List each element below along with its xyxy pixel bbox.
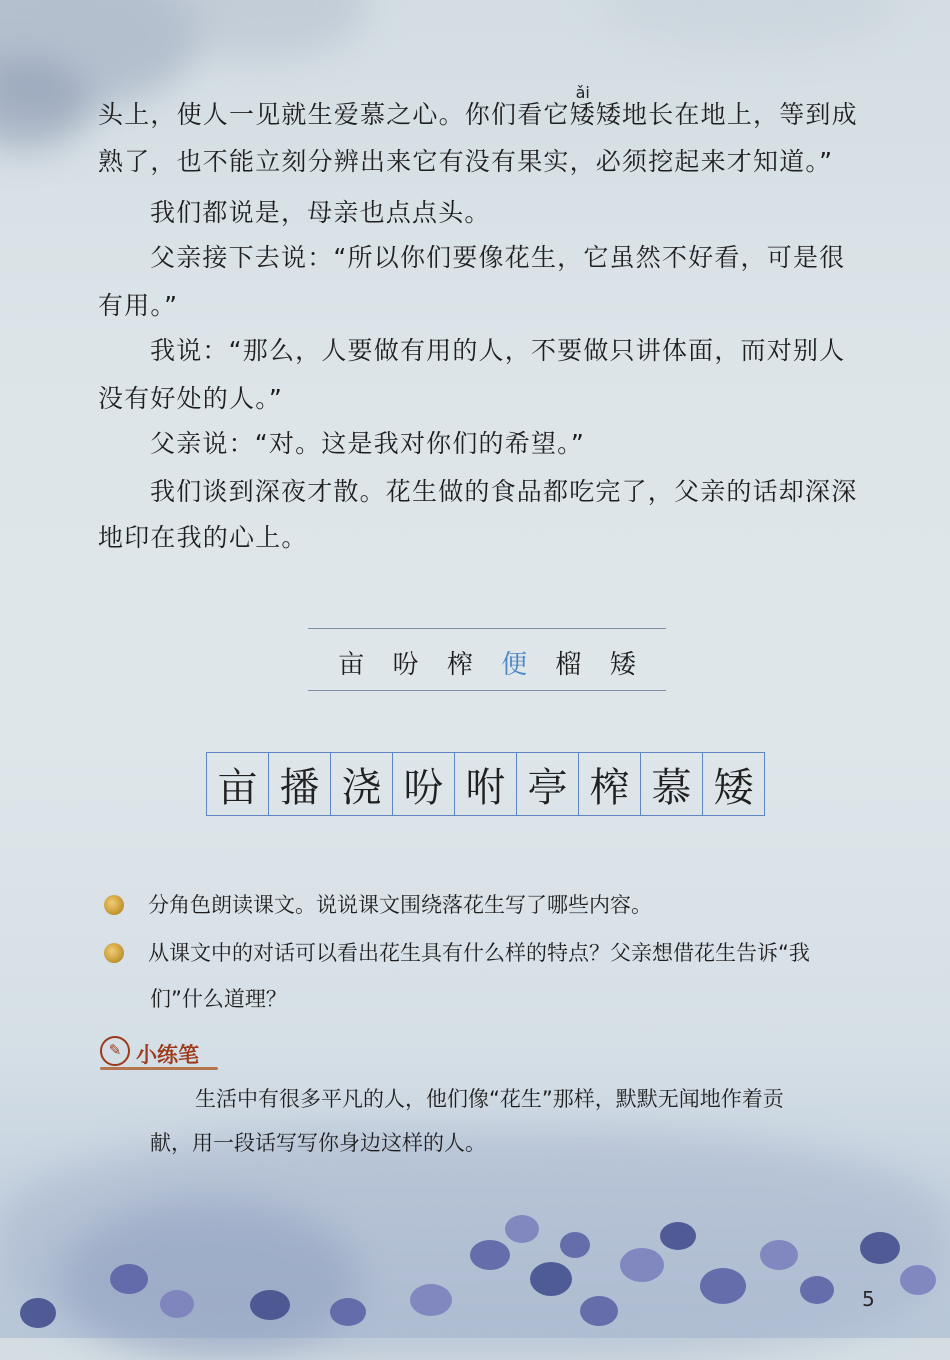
writing-cell: 矮 bbox=[703, 753, 765, 815]
read-char-highlighted: 便 bbox=[501, 650, 528, 680]
header-underline bbox=[100, 1067, 218, 1070]
text-line: 熟了，也不能立刻分辨出来它有没有果实，必须挖起来才知道。” bbox=[98, 147, 834, 176]
writing-cell: 播 bbox=[269, 753, 331, 815]
pen-icon: ✎ bbox=[100, 1036, 130, 1066]
text-line: 父亲说：“对。这是我对你们的希望。” bbox=[150, 429, 586, 458]
text-line: 没有好处的人。” bbox=[98, 384, 284, 413]
text-line: 头上，使人一见就生爱慕之心。你们看它 ǎi 矮矮地长在地上，等到成 bbox=[98, 83, 858, 129]
text-line: 父亲接下去说：“所以你们要像花生，它虽然不好看，可是很 bbox=[150, 243, 846, 272]
question-continuation: 们”什么道理？ bbox=[150, 987, 287, 1011]
read-characters-row bbox=[308, 644, 666, 680]
divider bbox=[308, 628, 666, 629]
exercise-text: 献，用一段话写写你身边这样的人。 bbox=[150, 1131, 486, 1155]
peanut-bullet-icon bbox=[104, 943, 124, 963]
read-char: 吩 bbox=[392, 650, 419, 680]
text-line: 地印在我的心上。 bbox=[98, 523, 308, 552]
writing-cell: 亭 bbox=[517, 753, 579, 815]
writing-cell: 榨 bbox=[579, 753, 641, 815]
text-line: 我们谈到深夜才散。花生做的食品都吃完了，父亲的话却深深 bbox=[150, 477, 858, 506]
background-mist bbox=[60, 1200, 360, 1360]
writing-grid bbox=[206, 752, 765, 816]
peanut-bullet-icon bbox=[104, 895, 124, 915]
read-char: 矮 bbox=[609, 650, 636, 680]
text-line: 我说：“那么，人要做有用的人，不要做只讲体面，而对别人 bbox=[150, 336, 846, 365]
divider bbox=[308, 690, 666, 691]
read-char: 榴 bbox=[555, 650, 582, 680]
exercise-text: 生活中有很多平凡的人，他们像“花生”那样，默默无闻地作着贡 bbox=[195, 1087, 784, 1111]
text-line: 有用。” bbox=[98, 291, 179, 320]
writing-cell: 吩 bbox=[393, 753, 455, 815]
read-char: 榨 bbox=[446, 650, 473, 680]
read-char: 亩 bbox=[338, 650, 365, 680]
writing-cell: 慕 bbox=[641, 753, 703, 815]
writing-cell: 浇 bbox=[331, 753, 393, 815]
exercise-header: ✎ 小练笔 bbox=[100, 1034, 220, 1068]
page-number: 5 bbox=[862, 1287, 875, 1311]
writing-cell: 咐 bbox=[455, 753, 517, 815]
pinyin-annotated-char: ǎi 矮 bbox=[569, 83, 596, 129]
background-cloud bbox=[600, 0, 900, 50]
text-line: 我们都说是，母亲也点点头。 bbox=[150, 198, 491, 227]
writing-cell: 亩 bbox=[207, 753, 269, 815]
